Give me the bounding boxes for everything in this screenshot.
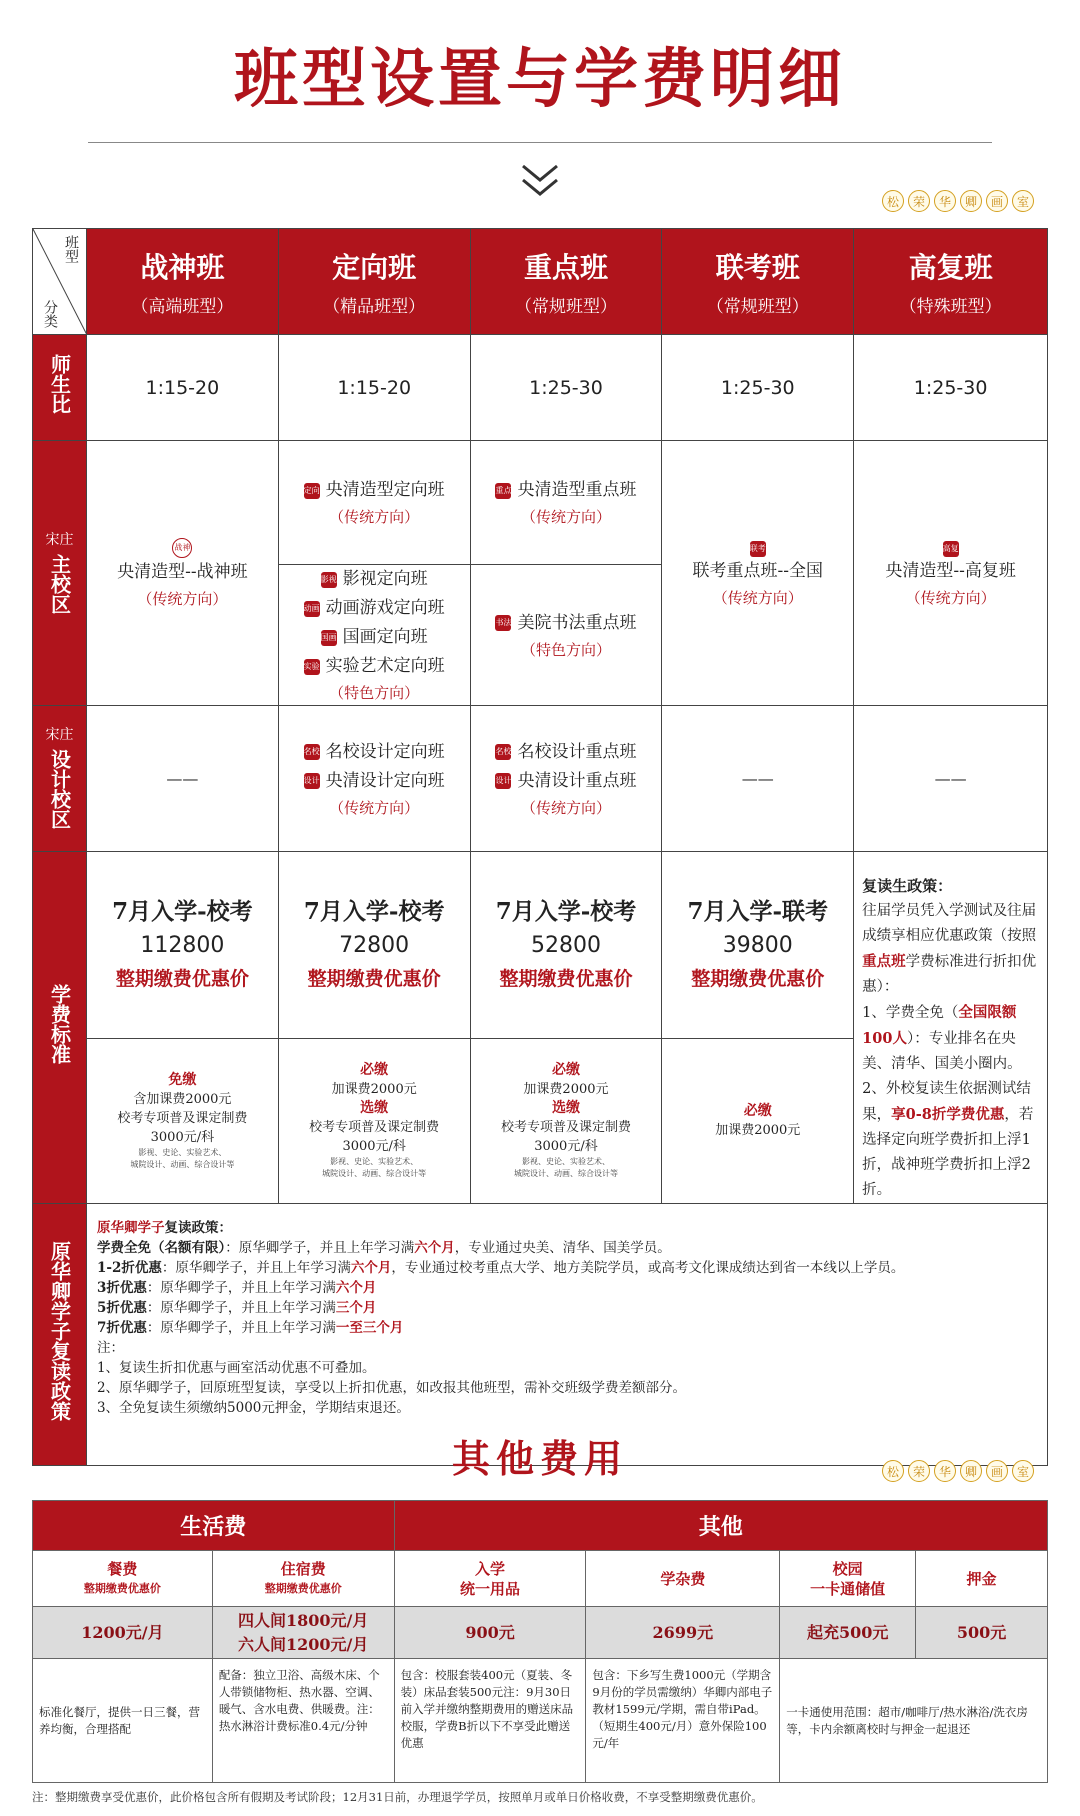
zhongdian-main-cell-a: 重点 央清造型重点班 （传统方向） [470,441,662,565]
experimental-art-icon: 实验 [304,659,320,675]
col-deposit: 押金 [916,1551,1048,1607]
row-label-fee: 学费标准 [33,852,87,1204]
group-other: 其他 [394,1501,1047,1551]
row-label-design-campus: 宋庄 设计校区 [33,706,87,852]
liankao-main-cell: 联考 联考重点班--全国 （传统方向） [662,441,854,706]
val-meal: 1200元/月 [33,1607,213,1659]
footnote: 注：整期缴费享受优惠价，此价格包含所有假期及考试阶段；12月31日前，办理退学学员，按照单月或单日价格收费，不享受整期缴费优惠价。 [32,1790,763,1804]
val-misc: 2699元 [586,1607,780,1659]
gaofu-main-cell: 高复 央清造型--高复班 （传统方向） [854,441,1048,706]
row-label-main-campus: 宋庄 主校区 [33,441,87,706]
col-misc: 学杂费 [586,1551,780,1607]
dingxiang-main-cell-a: 定向 央清造型定向班 （传统方向） [278,441,470,565]
design-icon: 设计 [304,773,320,789]
header-zhongdian: 重点班 （常规班型） [470,229,662,335]
studio-seal: 松 荣 华 卿 画 室 [882,1460,1034,1482]
gaofu-badge-icon: 高复 [943,541,959,557]
desc-meal: 标准化餐厅，提供一日三餐，营养均衡，合理搭配 [33,1659,213,1783]
studio-seal: 松 荣 华 卿 画 室 [882,190,1034,212]
design-empty-cell: —— [662,706,854,852]
desc-campus-card: 一卡通使用范围：超市/咖啡厅/热水淋浴/洗衣房等，卡内余额离校时与押金一起退还 [780,1659,1048,1783]
row-label-ratio: 师生比 [33,335,87,441]
design-icon: 设计 [495,773,511,789]
val-entry: 900元 [394,1607,586,1659]
fee-extra-dingxiang: 必缴 加课费2000元 选缴 校考专项普及课定制费 3000元/科 影视、史论、实验艺术、 城院设计、动画、综合设计等 [278,1038,470,1203]
design-empty-cell: —— [854,706,1048,852]
header-dingxiang: 定向班 （精品班型） [278,229,470,335]
fee-cell-zhanshen: 7月入学-校考 112800 整期缴费优惠价 [86,852,278,1039]
zhongdian-design-cell: 名校 名校设计重点班 设计 央清设计重点班 （传统方向） [470,706,662,852]
val-deposit: 500元 [916,1607,1048,1659]
group-living-cost: 生活费 [33,1501,395,1551]
famous-school-icon: 名校 [495,744,511,760]
design-empty-cell: —— [86,706,278,852]
desc-misc: 包含：下乡写生费1000元（学期含9月份的学员需缴纳）华卿内部电子教材1599元/学期，需自带iPad。（短期生400元/月）意外保险100元/年 [586,1659,780,1783]
fee-cell-liankao: 7月入学-联考 39800 整期缴费优惠价 [662,852,854,1039]
zhongdian-main-cell-b: 书法 美院书法重点班 （特色方向） [470,565,662,706]
famous-school-icon: 名校 [304,744,320,760]
col-dorm: 住宿费 整期缴费优惠价 [212,1551,394,1607]
guohua-icon: 国画 [321,630,337,646]
fee-extra-zhanshen: 免缴 含加课费2000元 校考专项普及课定制费 3000元/科 影视、史论、实验艺术、 城院设计、动画、综合设计等 [86,1038,278,1203]
zhanshen-main-cell: 战神 央清造型--战神班 （传统方向） [86,441,278,706]
class-fee-table [32,228,1048,1466]
page-title: 班型设置与学费明细 [234,42,846,117]
ratio-cell: 1:25-30 [662,335,854,441]
title-divider [88,142,992,143]
film-icon: 影视 [321,572,337,588]
desc-dorm: 配备：独立卫浴、高级木床、个人带锁储物柜、热水器、空调、暖气、含水电费、供暖费。注：热水淋浴计费标准0.4元/分钟 [212,1659,394,1783]
header-liankao: 联考班 （常规班型） [662,229,854,335]
ratio-cell: 1:25-30 [854,335,1048,441]
liankao-badge-icon: 联考 [750,541,766,557]
animation-icon: 动画 [304,601,320,617]
ratio-cell: 1:15-20 [278,335,470,441]
zhanshen-badge-icon: 战神 [172,538,192,558]
dingxiang-design-cell: 名校 名校设计定向班 设计 央清设计定向班 （传统方向） [278,706,470,852]
val-campus-card: 起充500元 [780,1607,916,1659]
other-fees-title: 其他费用 [451,1436,628,1481]
header-zhanshen: 战神班 （高端班型） [86,229,278,335]
val-dorm: 四人间1800元/月 六人间1200元/月 [212,1607,394,1659]
ratio-cell: 1:25-30 [470,335,662,441]
other-fees-table [32,1500,1048,1783]
fee-extra-zhongdian: 必缴 加课费2000元 选缴 校考专项普及课定制费 3000元/科 影视、史论、实验艺术、 城院设计、动画、综合设计等 [470,1038,662,1203]
header-gaofu: 高复班 （特殊班型） [854,229,1048,335]
alumni-repeat-policy: 原华卿学子复读政策： 学费全免（名额有限）：原华卿学子，并且上年学习满六个月，专业通过央美、清华、国美学员。 1-2折优惠：原华卿学子，并且上年学习满六个月，专业通过校考重点大学、地方美院学员，或高考文化课成绩达到省一本线以上学员。 3折优惠：原华卿学子，并且上年学习满六个月 5折优惠：原华卿学子，并且上年学习满三个月 7折优惠：原华卿学子，并且上年学习满一至三个月 注： 1、复读生折扣优惠与画室活动优惠不可叠加。 2、原华卿学子，回原班型复读，享受以上折扣优惠，如改报其他班型，需补交班级学费差额部分。 3、全免复读生须缴纳5000元押金，学期结束退还。 [86,1204,1047,1466]
row-label-alumni: 原华卿学子复读政策 [33,1204,87,1466]
calligraphy-icon: 书法 [495,615,511,631]
fee-cell-zhongdian: 7月入学-校考 52800 整期缴费优惠价 [470,852,662,1039]
dingxiang-badge-icon: 定向 [304,483,320,499]
corner-header: 班型 分类 [33,229,87,335]
fee-cell-dingxiang: 7月入学-校考 72800 整期缴费优惠价 [278,852,470,1039]
desc-entry: 包含：校服套装400元（夏装、冬装）床品套装500元注：9月30日前入学并缴纳整期费用的赠送床品校服，学费B折以下不享受此赠送优惠 [394,1659,586,1783]
col-meal: 餐费 整期缴费优惠价 [33,1551,213,1607]
chevron-down-icon [519,160,561,202]
col-campus-card: 校园 一卡通储值 [780,1551,916,1607]
fee-extra-liankao: 必缴 加课费2000元 [662,1038,854,1203]
ratio-cell: 1:15-20 [86,335,278,441]
zhongdian-badge-icon: 重点 [495,483,511,499]
col-entry: 入学 统一用品 [394,1551,586,1607]
repeat-student-policy: 复读生政策： 往届学员凭入学测试及往届成绩享相应优惠政策（按照重点班学费标准进行折扣优惠）： 1、学费全免（全国限额100人）：专业排名在央美、清华、国美小圈内。 2、外校复读生依据测试结果，享0-8折学费优惠，若选择定向班学费折扣上浮1折，战神班学费折扣上浮2折。 [854,852,1048,1204]
dingxiang-main-cell-b: 影视 影视定向班 动画 动画游戏定向班 国画 国画定向班 实验 实验艺术定向班 （特色方向） [278,565,470,706]
